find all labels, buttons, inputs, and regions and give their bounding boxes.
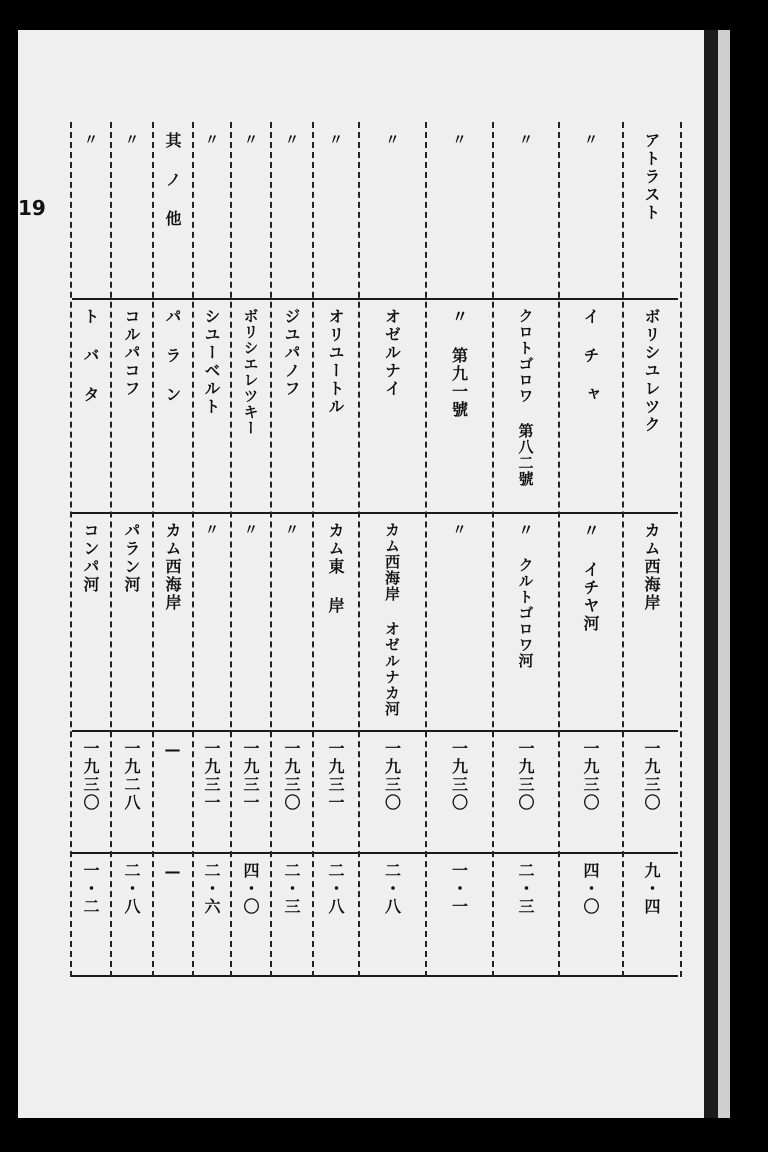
table-cell-group: 〃 xyxy=(82,132,98,146)
table-cell-year: 一九二八 xyxy=(122,740,141,812)
table-cell-name: ボリシエレツキー xyxy=(241,308,260,436)
column-divider xyxy=(70,122,72,977)
table-cell-group: アトラスト xyxy=(642,132,661,222)
table-cell-group: 〃 xyxy=(327,132,343,146)
column-divider xyxy=(358,122,360,977)
table-cell-group: 〃 xyxy=(123,132,139,146)
table-cell-year: 一九三一 xyxy=(241,740,260,812)
table-cell-value: — xyxy=(163,862,182,883)
table-cell-name: ボリシユレツク xyxy=(642,308,661,434)
table-cell-value: 一・二 xyxy=(81,862,100,916)
table-cell-year: 一九三一 xyxy=(326,740,345,812)
table-cell-year: 一九三〇 xyxy=(382,740,402,812)
table-cell-name: 〃 第九一號 xyxy=(449,308,469,419)
table-cell-year: 一九三一 xyxy=(202,740,221,812)
column-divider xyxy=(110,122,112,977)
table-cell-location: 〃 xyxy=(283,522,299,536)
column-divider xyxy=(425,122,427,977)
column-divider xyxy=(680,122,682,977)
row-divider xyxy=(72,852,678,854)
table-cell-name: パ ラ ン xyxy=(163,308,182,404)
table-cell-location: 〃 xyxy=(450,522,467,536)
table-cell-location: 〃 クルトゴロワ河 xyxy=(516,522,535,669)
page-number: 19 xyxy=(18,196,46,220)
table-cell-value: 二・三 xyxy=(282,862,301,916)
table-cell-group: 其 ノ 他 xyxy=(163,132,182,228)
table-cell-location: コンパ河 xyxy=(81,522,100,594)
table-cell-year: 一九三〇 xyxy=(81,740,100,812)
column-divider xyxy=(622,122,624,977)
table-cell-location: カム西海岸 xyxy=(642,522,661,612)
table-cell-value: 二・八 xyxy=(122,862,141,916)
table-cell-location: 〃 xyxy=(242,522,258,536)
table-cell-name: オゼルナイ xyxy=(382,308,402,398)
table-cell-location: パラン河 xyxy=(122,522,141,594)
table-cell-value: 二・八 xyxy=(382,862,402,916)
table-cell-location: 〃 xyxy=(203,522,219,536)
table-cell-value: 九・四 xyxy=(642,862,661,916)
table-cell-name: イ チ ャ xyxy=(581,308,600,404)
table-cell-name: クロトゴロワ 第八二號 xyxy=(516,308,535,487)
table-cell-location: カム西海岸 xyxy=(163,522,182,612)
table-cell-value: 二・三 xyxy=(516,862,535,916)
table-cell-location: 〃 イチヤ河 xyxy=(581,522,600,633)
table-cell-value: 四・〇 xyxy=(581,862,600,916)
table-cell-year: — xyxy=(163,740,182,761)
column-divider xyxy=(270,122,272,977)
table-cell-location: カム西海岸 オゼルナカ河 xyxy=(383,522,401,717)
table-cell-value: 四・〇 xyxy=(241,862,260,916)
table-cell-group: 〃 xyxy=(450,132,467,146)
table-cell-group: 〃 xyxy=(283,132,299,146)
table-cell-year: 一九三〇 xyxy=(642,740,661,812)
column-divider xyxy=(312,122,314,977)
table-cell-year: 一九三〇 xyxy=(449,740,469,812)
table-cell-name: コルパコフ xyxy=(122,308,141,398)
table-cell-group: 〃 xyxy=(582,132,598,146)
row-divider xyxy=(72,975,678,977)
table-cell-group: 〃 xyxy=(242,132,258,146)
table-cell-value: 一・一 xyxy=(449,862,469,916)
table-cell-year: 一九三〇 xyxy=(581,740,600,812)
row-divider xyxy=(72,298,678,300)
table-cell-name: ト バ タ xyxy=(81,308,100,404)
table-cell-year: 一九三〇 xyxy=(516,740,535,812)
table-cell-group: 〃 xyxy=(203,132,219,146)
column-divider xyxy=(230,122,232,977)
column-divider xyxy=(192,122,194,977)
row-divider xyxy=(72,512,678,514)
table-cell-group: 〃 xyxy=(517,132,533,146)
table-cell-group: 〃 xyxy=(383,132,400,146)
table-cell-value: 二・六 xyxy=(202,862,221,916)
table-cell-name: ジユパノフ xyxy=(282,308,301,398)
table-cell-value: 二・八 xyxy=(326,862,345,916)
table-cell-name: シユーベルト xyxy=(202,308,221,416)
table-cell-location: カム東 岸 xyxy=(326,522,345,615)
table-cell-name: オリユートル xyxy=(326,308,345,416)
row-divider xyxy=(72,730,678,732)
column-divider xyxy=(492,122,494,977)
column-divider xyxy=(558,122,560,977)
column-divider xyxy=(152,122,154,977)
table-cell-year: 一九三〇 xyxy=(282,740,301,812)
